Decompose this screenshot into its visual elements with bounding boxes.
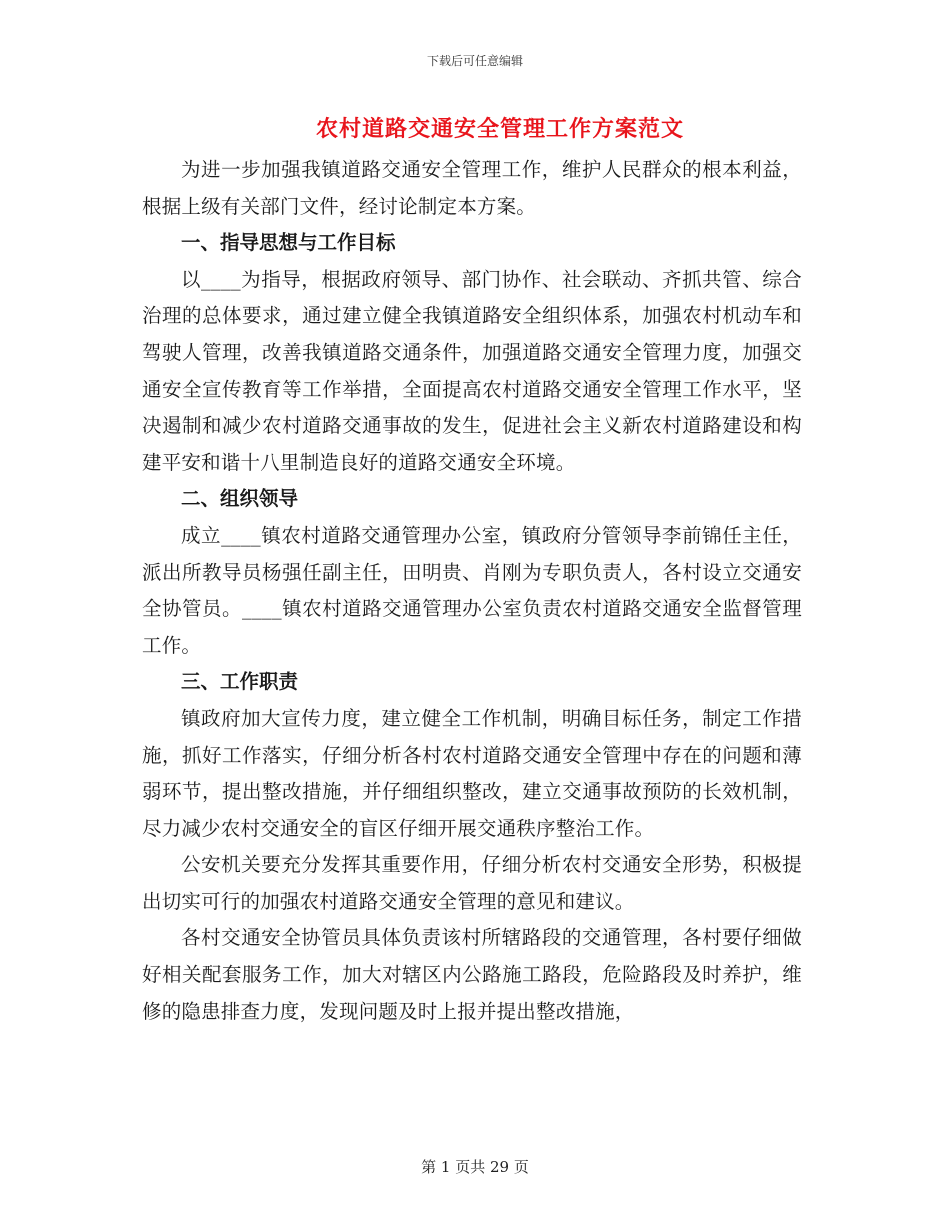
document-body: [142, 152, 802, 1030]
section-heading-3: 三、工作职责: [181, 670, 299, 694]
intro-paragraph: 为进一步加强我镇道路交通安全管理工作，维护人民群众的根本利益，根据上级有关部门文件，经讨论制定本方案。: [142, 158, 802, 218]
section-3-paragraph-3: 各村交通安全协管员具体负责该村所辖路段的交通管理，各村要仔细做好相关配套服务工作，加大对辖区内公路施工路段，危险路段及时养护，维修的隐患排查力度，发现问题及时上报并提出整改措施，: [142, 926, 802, 1023]
section-heading-1: 一、指导思想与工作目标: [181, 231, 396, 255]
section-3-paragraph-1: 镇政府加大宣传力度，建立健全工作机制，明确目标任务，制定工作措施，抓好工作落实，仔细分析各村农村道路交通安全管理中存在的问题和薄弱环节，提出整改措施，并仔细组织整改，建立交通事故预防的长效机制，尽力减少农村交通安全的盲区仔细开展交通秩序整治工作。: [142, 706, 802, 840]
section-heading-2: 二、组织领导: [181, 487, 299, 511]
section-1-paragraph: 以____为指导，根据政府领导、部门协作、社会联动、齐抓共管、综合治理的总体要求，通过建立健全我镇道路安全组织体系，加强农村机动车和驾驶人管理，改善我镇道路交通条件，加强道路交通安全管理力度，加强交通安全宣传教育等工作举措，全面提高农村道路交通安全管理工作水平，坚决遏制和减少农村道路交通事故的发生，促进社会主义新农村道路建设和构建平安和谐十八里制造良好的道路交通安全环境。: [142, 267, 802, 474]
header-note: 下载后可任意编辑: [426, 54, 523, 68]
page-footer: 第 1 页共 29 页: [421, 1158, 529, 1176]
section-2-paragraph: 成立____镇农村道路交通管理办公室，镇政府分管领导李前锦任主任，派出所教导员杨强任副主任，田明贵、肖刚为专职负责人，各村设立交通安全协管员。____镇农村道路交通管理办公室负责农村道路交通安全监督管理工作。: [142, 523, 802, 657]
document-title: 农村道路交通安全管理工作方案范文: [315, 117, 684, 142]
section-3-paragraph-2: 公安机关要充分发挥其重要作用，仔细分析农村交通安全形势，积极提出切实可行的加强农村道路交通安全管理的意见和建议。: [142, 853, 802, 913]
